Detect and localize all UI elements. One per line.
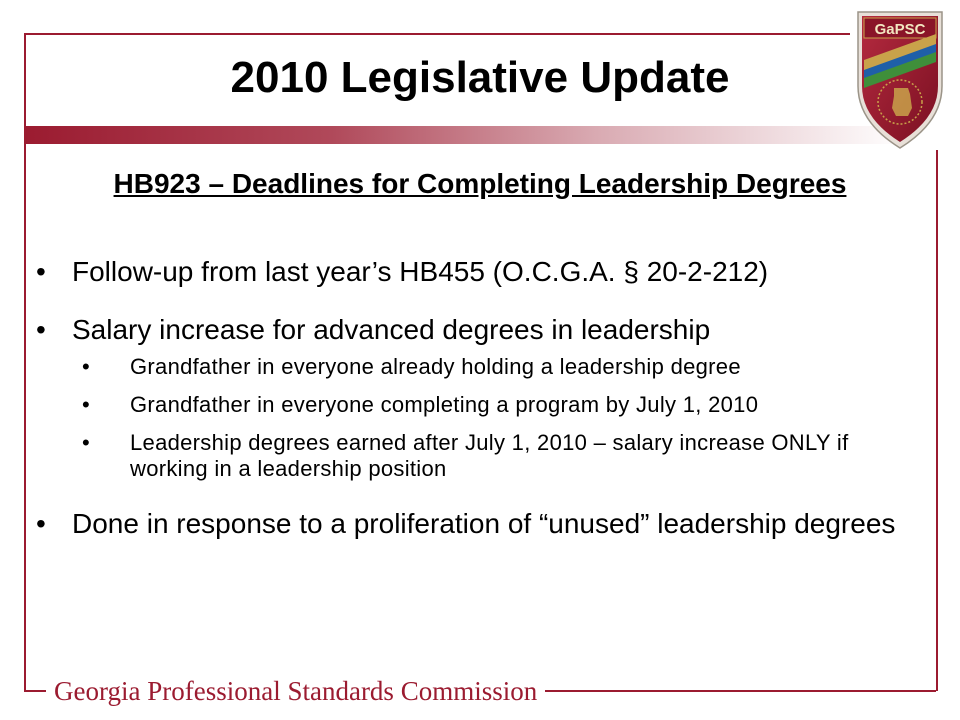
sub-bullet-text: Grandfather in everyone already holding a leadership degree xyxy=(130,354,741,379)
bullet-text: Follow-up from last year’s HB455 (O.C.G.A. § 20-2-212) xyxy=(72,256,769,287)
footer-text: Georgia Professional Standards Commission xyxy=(46,676,545,706)
bullet-text: Salary increase for advanced degrees in leadership xyxy=(72,314,711,345)
sub-bullet-text: Leadership degrees earned after July 1, 2010 – salary increase ONLY if working in a leadership position xyxy=(130,430,849,481)
bullet-item xyxy=(36,314,896,482)
frame-right-border xyxy=(936,150,938,691)
slide-title: 2010 Legislative Update xyxy=(230,53,730,102)
bullet-item xyxy=(36,256,896,288)
sub-bullet-item xyxy=(82,430,896,482)
bullet-icon: • xyxy=(36,256,46,287)
sub-bullet-list xyxy=(72,354,896,482)
slide-subtitle: HB923 – Deadlines for Completing Leadership Degrees xyxy=(113,168,847,199)
logo-text: GaPSC xyxy=(874,21,926,38)
bullet-list xyxy=(36,256,896,540)
gapsc-logo xyxy=(850,4,950,154)
bullet-item xyxy=(36,508,896,540)
footer-rule-right xyxy=(524,690,936,692)
footer-rule-left xyxy=(24,690,46,692)
bullet-icon: • xyxy=(36,314,46,345)
bullet-icon: • xyxy=(82,354,91,379)
slide-content xyxy=(36,256,896,566)
bullet-icon: • xyxy=(82,430,91,455)
frame-top-border xyxy=(24,33,850,35)
shield-icon xyxy=(850,4,950,154)
bullet-icon: • xyxy=(36,508,46,539)
bullet-icon: • xyxy=(82,392,91,417)
sub-bullet-item xyxy=(82,392,896,418)
title-gradient-bar xyxy=(24,126,904,144)
sub-bullet-text: Grandfather in everyone completing a program by July 1, 2010 xyxy=(130,392,759,417)
bullet-text: Done in response to a proliferation of “unused” leadership degrees xyxy=(72,508,896,539)
sub-bullet-item xyxy=(82,354,896,380)
footer xyxy=(24,676,936,706)
